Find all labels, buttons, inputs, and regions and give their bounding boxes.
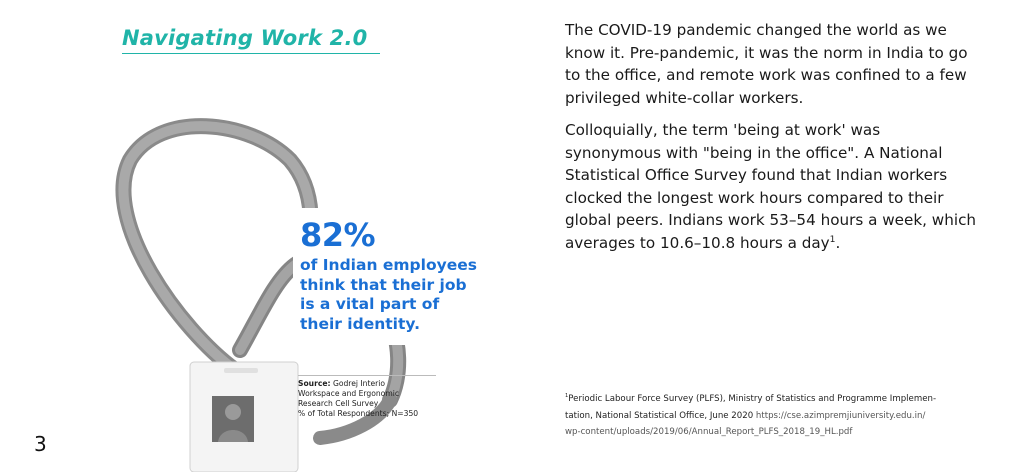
page-title: Navigating Work 2.0 — [122, 26, 380, 54]
stat-line: think that their job — [300, 275, 467, 294]
footnote-marker: 1 — [565, 393, 569, 400]
source-line: Source: Godrej Interio — [298, 379, 386, 388]
stat-line: of Indian employees — [300, 256, 477, 274]
source-line: % of Total Respondents; N=350 — [298, 409, 419, 418]
paragraph-intro: The COVID-19 pandemic changed the world as we know it. Pre-pandemic, it was the norm in India to go to the office, and remote work was confined to a few privileged white-collar workers. — [565, 21, 968, 107]
page-number: 3 — [34, 432, 47, 456]
stat-description — [300, 256, 490, 334]
source-note — [298, 375, 436, 419]
stat-line: their identity. — [300, 314, 420, 333]
paragraph-work-hours: Colloquially, the term 'being at work' was synonymous with "being in the office". A National Statistical Office Survey found that Indian workers clocked the longest work hours compared to their global peers. Indians work 53–54 hours a week, which averages to 10.6–10.8 hours a day$^1$. — [565, 121, 977, 252]
source-line: Workspace and Ergonomic — [298, 389, 400, 398]
stat-line: is a vital part of — [300, 295, 440, 313]
source-line: Research Cell Survey — [298, 399, 379, 408]
footnote-reference[interactable]: 1 — [829, 234, 836, 245]
stat-value: 82% — [300, 216, 376, 254]
footnote-link[interactable]: wp-content/uploads/2019/06/Annual_Report_PLFS_2018_19_HL.pdf — [565, 427, 853, 437]
footnote: $^1$Periodic Labour Force Survey (PLFS), Ministry of Statistics and Programme Implemen- tation, National Statistical Office, June 2020 https://cse.azimpremjiuniversity.edu.in/ wp-content/uploads/2019/06/Annual_Report_PLFS_2018_19_HL.pdf — [565, 391, 995, 441]
id-card — [190, 362, 298, 472]
footnote-link[interactable]: https://cse.azimpremjiuniversity.edu.in/ — [755, 410, 926, 421]
source-label: Source: — [298, 379, 331, 388]
